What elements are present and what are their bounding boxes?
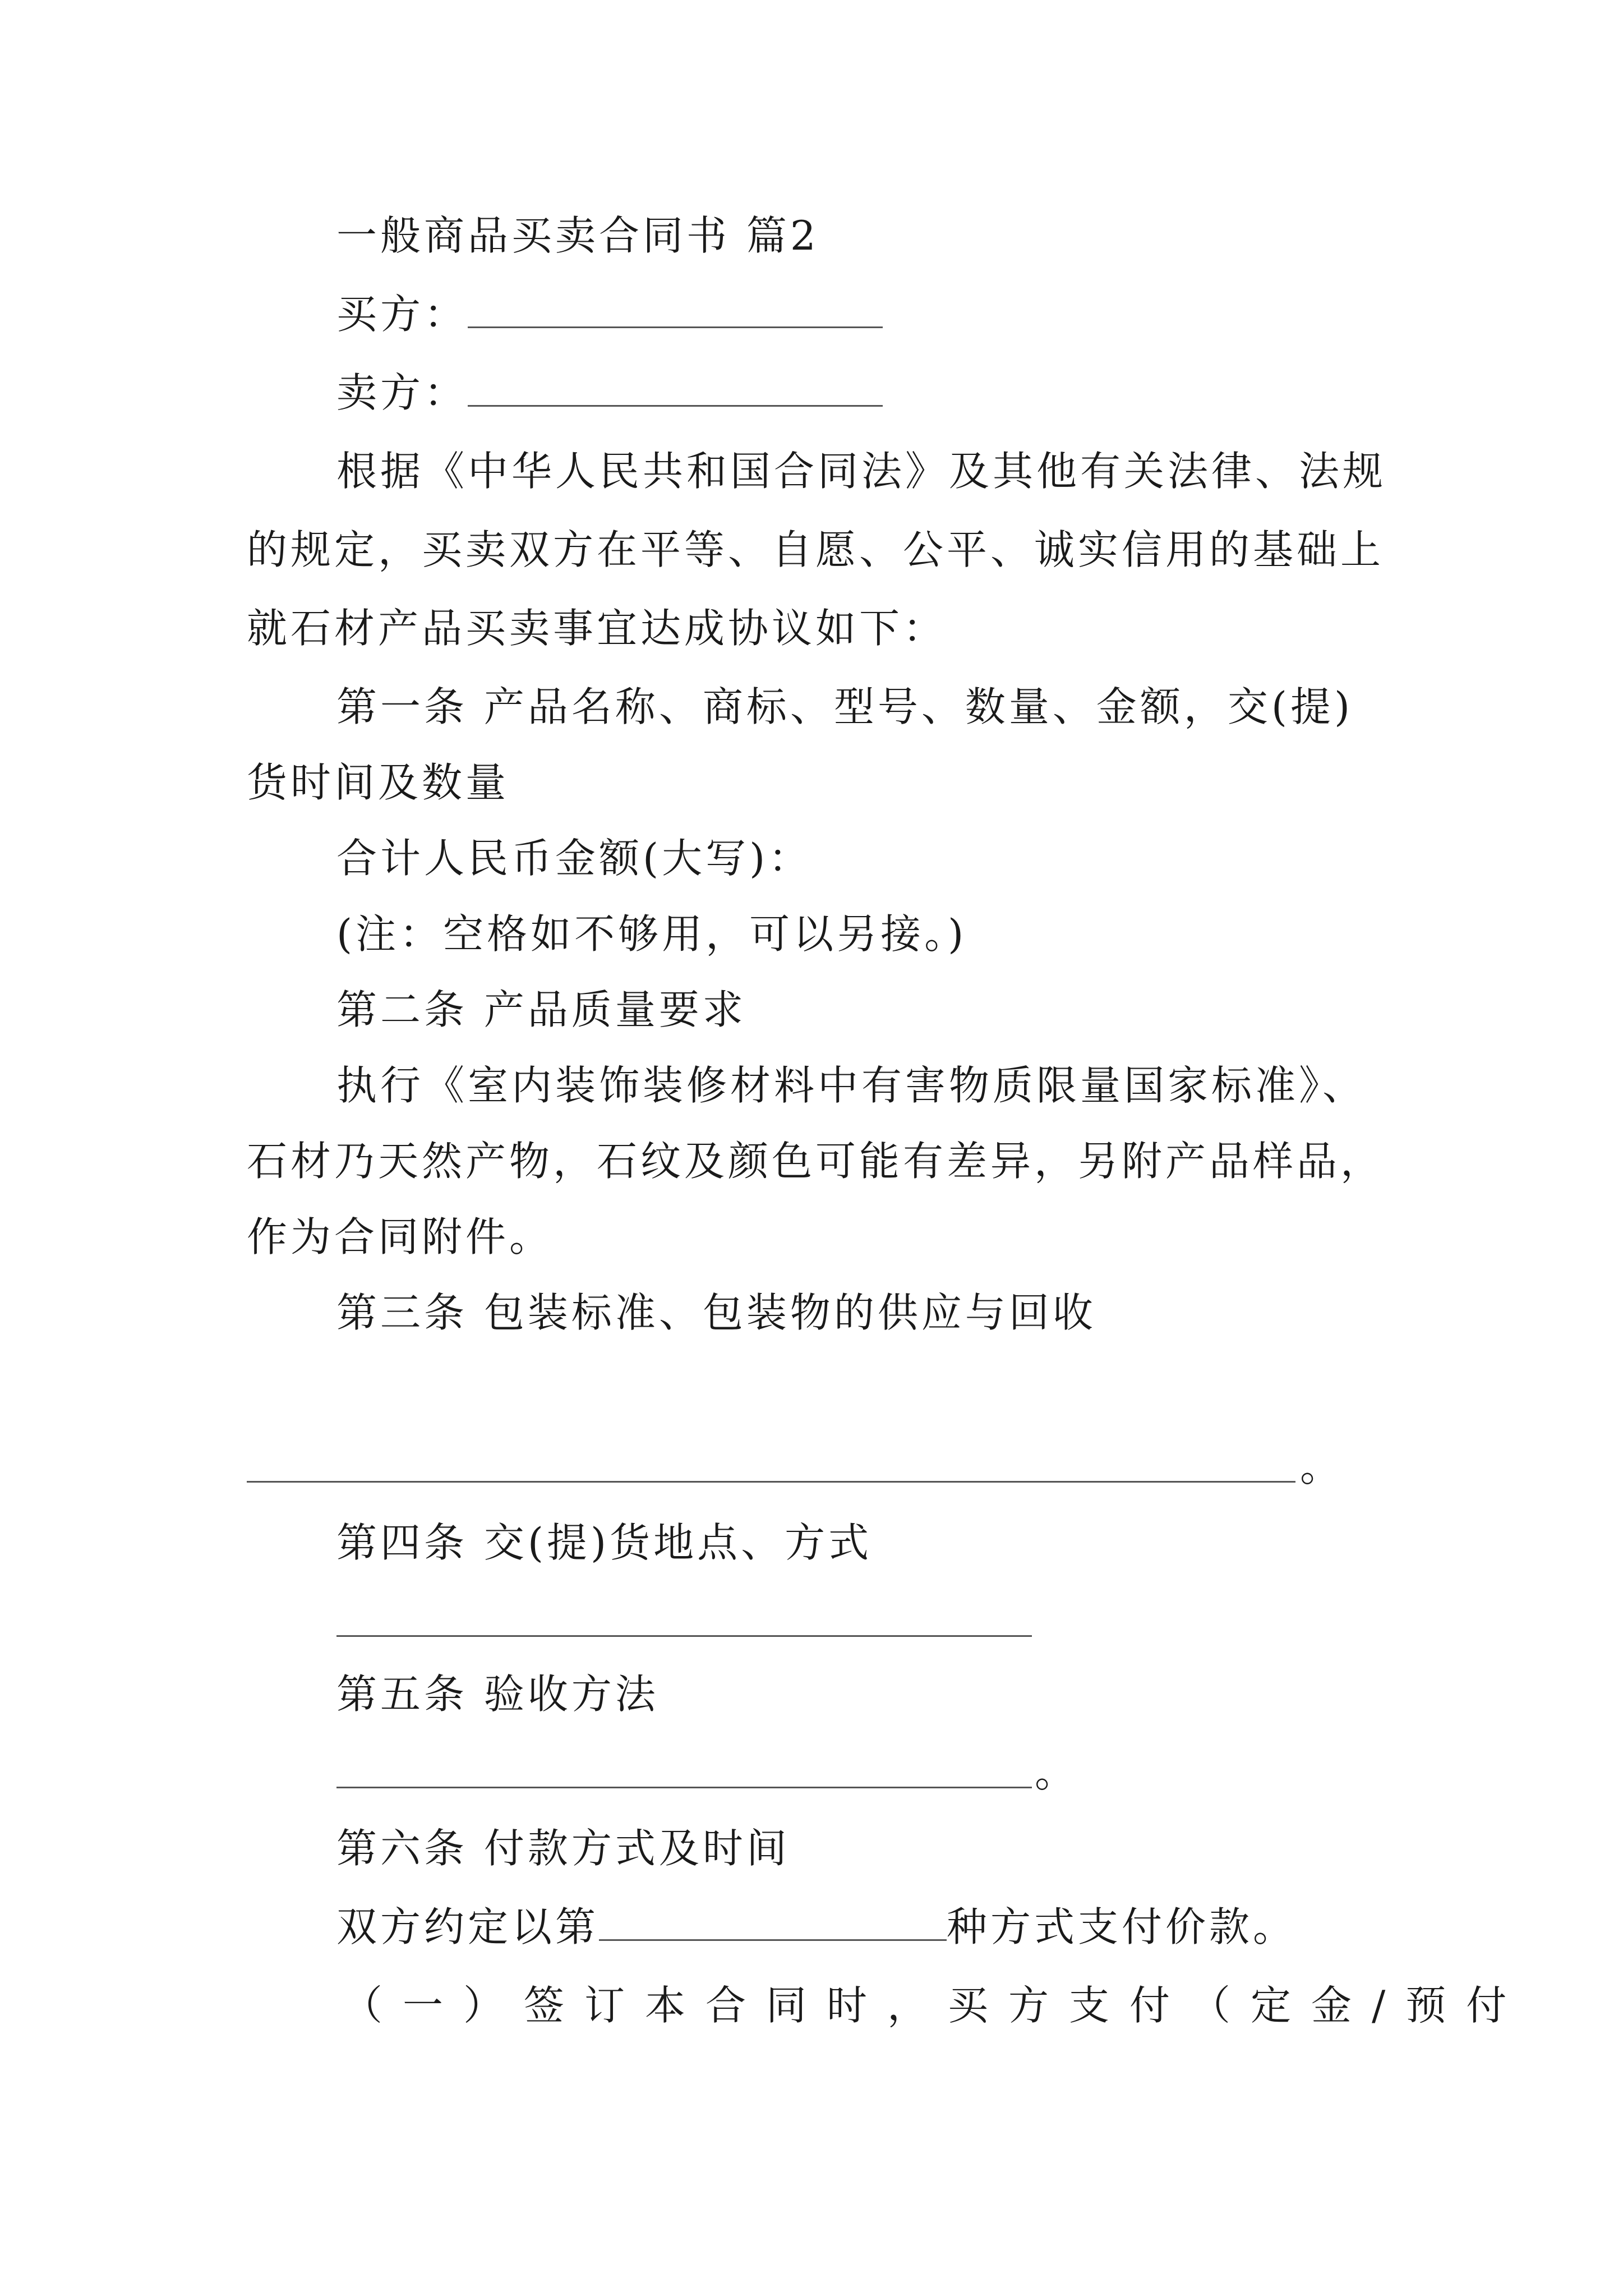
article3-title: 第三条 包装标准、包装物的供应与回收 [336,1289,1096,1336]
article5-blank[interactable] [336,1787,1032,1788]
payment-line [336,1899,1297,1955]
intro-line-3: 就石材产品买卖事宜达成协议如下： [247,605,947,652]
article1-line-2: 货时间及数量 [247,759,510,806]
buyer-label: 买方： [336,291,468,338]
article4-blank[interactable] [336,1635,1032,1637]
intro-line-2: 的规定，买卖双方在平等、自愿、公平、诚实信用的基础上 [247,526,1385,573]
total-amount: 合计人民币金额(大写)： [336,835,813,882]
article2-title: 第二条 产品质量要求 [336,986,746,1033]
article2-line-1: 执行《室内装饰装修材料中有害物质限量国家标准》、 [336,1062,1367,1109]
article2-line-2: 石材乃天然产物，石纹及颜色可能有差异，另附产品样品， [247,1138,1385,1185]
article2-line-3: 作为合同附件。 [247,1213,554,1260]
document-title: 一般商品买卖合同书 篇2 [336,212,819,259]
payment-suffix: 种方式支付价款。 [947,1903,1297,1950]
seller-line [336,365,883,421]
article3-blank[interactable] [247,1481,1295,1483]
seller-blank[interactable] [468,370,883,407]
article3-period: 。 [1300,1443,1344,1490]
buyer-blank[interactable] [468,292,883,328]
payment-method-blank[interactable] [599,1904,947,1941]
article5-title: 第五条 验收方法 [336,1671,659,1718]
article6-title: 第六条 付款方式及时间 [336,1825,790,1872]
payment-prefix: 双方约定以第 [336,1903,600,1950]
note: (注：空格如不够用，可以另接。) [336,910,967,958]
payment-item-1: （一）签订本合同时，买方支付（定金/预付 [342,1982,1527,2029]
article4-title: 第四条 交(提)货地点、方式 [336,1519,873,1566]
buyer-line [336,286,883,342]
article1-line-1: 第一条 产品名称、商标、型号、数量、金额，交(提) [336,683,1354,730]
article5-period: 。 [1035,1749,1079,1796]
seller-label: 卖方： [336,369,468,416]
intro-line-1: 根据《中华人民共和国合同法》及其他有关法律、法规 [336,448,1387,495]
